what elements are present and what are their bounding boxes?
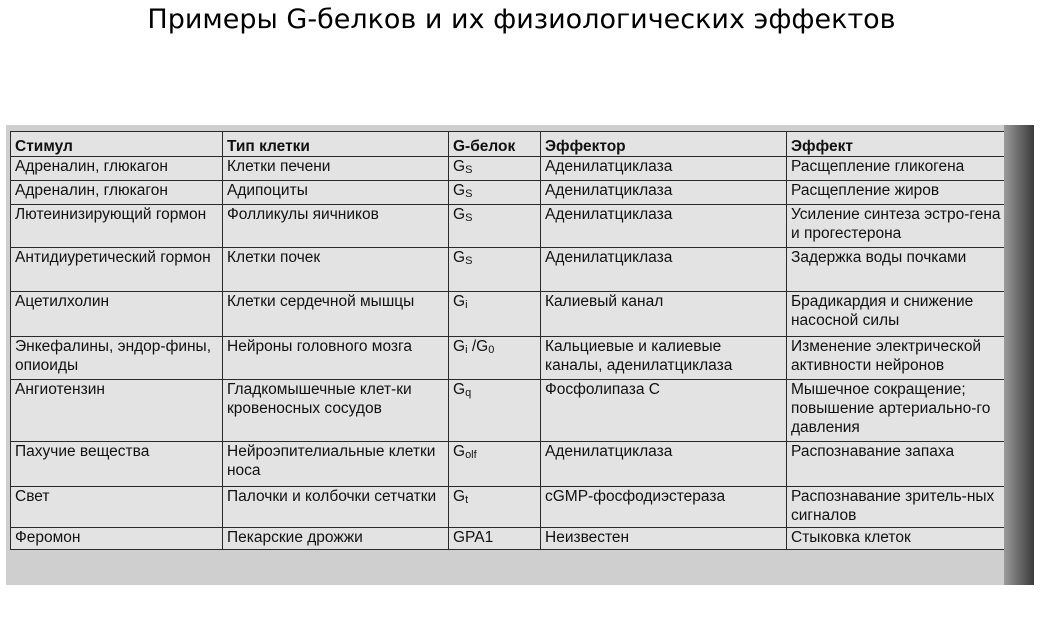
g-protein-letter: G <box>453 293 466 310</box>
table-row <box>11 380 1009 442</box>
cell-effector: Неизвестен <box>541 528 787 550</box>
g-protein-subscript: S <box>465 255 473 267</box>
cell-stimulus: Энкефалины, эндор-фины, опиоиды <box>11 337 223 380</box>
header-g-protein: G-белок <box>449 132 541 157</box>
cell-stimulus: Адреналин, глюкагон <box>11 181 223 205</box>
g-protein-subscript: S <box>465 164 473 176</box>
g-protein-subscript: t <box>465 494 469 506</box>
g-protein-subscript: S <box>465 188 473 200</box>
table-row <box>11 205 1009 248</box>
cell-effect: Распознавание запаха <box>787 442 1009 487</box>
g-protein-letter: G <box>453 443 466 460</box>
cell-g-protein <box>449 205 541 248</box>
g-protein-letter: G <box>453 381 466 398</box>
cell-cell-type: Нейроны головного мозга <box>223 337 449 380</box>
table-row <box>11 442 1009 487</box>
table-row <box>11 528 1009 550</box>
g-protein-letter: G <box>453 206 466 223</box>
cell-g-protein <box>449 248 541 292</box>
cell-cell-type: Палочки и колбочки сетчатки <box>223 487 449 528</box>
cell-g-protein <box>449 528 541 550</box>
cell-effector: Аденилатциклаза <box>541 181 787 205</box>
header-stimulus: Стимул <box>11 132 223 157</box>
g-protein-subscript: olf <box>465 449 477 461</box>
cell-stimulus: Лютеинизирующий гормон <box>11 205 223 248</box>
table-row <box>11 337 1009 380</box>
cell-effect: Мышечное сокращение; повышение артериально-го давления <box>787 380 1009 442</box>
cell-effect: Стыковка клеток <box>787 528 1009 550</box>
cell-cell-type: Нейроэпителиальные клетки носа <box>223 442 449 487</box>
g-protein-alt-subscript: 0 <box>488 344 495 356</box>
cell-effect: Брадикардия и снижение насосной силы <box>787 292 1009 337</box>
cell-stimulus: Пахучие вещества <box>11 442 223 487</box>
cell-effect: Расщепление жиров <box>787 181 1009 205</box>
g-protein-subscript: q <box>465 387 472 399</box>
cell-cell-type: Клетки сердечной мышцы <box>223 292 449 337</box>
g-protein-subscript: S <box>465 212 473 224</box>
cell-g-protein <box>449 487 541 528</box>
cell-effector: Аденилатциклаза <box>541 248 787 292</box>
cell-cell-type: Пекарские дрожжи <box>223 528 449 550</box>
cell-effector: Аденилатциклаза <box>541 157 787 181</box>
table-row <box>11 157 1009 181</box>
cell-stimulus: Ацетилхолин <box>11 292 223 337</box>
table-row <box>11 487 1009 528</box>
header-cell-type: Тип клетки <box>223 132 449 157</box>
cell-stimulus: Адреналин, глюкагон <box>11 157 223 181</box>
g-protein-table <box>10 131 1009 550</box>
g-protein-letter: G <box>453 488 466 505</box>
g-protein-letter: GPA1 <box>453 529 494 546</box>
cell-effector: Аденилатциклаза <box>541 205 787 248</box>
cell-effect: Расщепление гликогена <box>787 157 1009 181</box>
cell-g-protein <box>449 337 541 380</box>
table-row <box>11 292 1009 337</box>
cell-cell-type: Адипоциты <box>223 181 449 205</box>
header-effector: Эффектор <box>541 132 787 157</box>
cell-cell-type: Фолликулы яичников <box>223 205 449 248</box>
cell-effect: Изменение электрической активности нейронов <box>787 337 1009 380</box>
cell-cell-type: Клетки печени <box>223 157 449 181</box>
cell-effect: Усиление синтеза эстро-гена и прогестерона <box>787 205 1009 248</box>
g-protein-letter: G <box>453 338 466 355</box>
cell-cell-type: Клетки почек <box>223 248 449 292</box>
scanned-table-image <box>6 125 1034 585</box>
table-header-row <box>11 132 1009 157</box>
g-protein-letter: G <box>453 249 466 266</box>
g-protein-subscript: i <box>465 299 468 311</box>
g-protein-alt-letter: /G <box>467 338 489 355</box>
table-row <box>11 248 1009 292</box>
slide-title: Примеры G-белков и их физиологических эффектов <box>147 4 896 35</box>
cell-stimulus: Феромон <box>11 528 223 550</box>
cell-effect: Распознавание зритель-ных сигналов <box>787 487 1009 528</box>
cell-g-protein <box>449 157 541 181</box>
g-protein-letter: G <box>453 182 466 199</box>
g-protein-subscript: i <box>465 344 468 356</box>
cell-effector: Аденилатциклаза <box>541 442 787 487</box>
cell-g-protein <box>449 181 541 205</box>
cell-effector: Фосфолипаза С <box>541 380 787 442</box>
cell-stimulus: Свет <box>11 487 223 528</box>
cell-effector: cGMP-фосфодиэстераза <box>541 487 787 528</box>
cell-g-protein <box>449 292 541 337</box>
cell-effector: Калиевый канал <box>541 292 787 337</box>
cell-effector: Кальциевые и калиевые каналы, аденилатциклаза <box>541 337 787 380</box>
cell-cell-type: Гладкомышечные клет-ки кровеносных сосудов <box>223 380 449 442</box>
cell-effect: Задержка воды почками <box>787 248 1009 292</box>
table-row <box>11 181 1009 205</box>
header-effect: Эффект <box>787 132 1009 157</box>
cell-stimulus: Ангиотензин <box>11 380 223 442</box>
cell-g-protein <box>449 442 541 487</box>
cell-stimulus: Антидиуретический гормон <box>11 248 223 292</box>
g-protein-letter: G <box>453 158 466 175</box>
cell-g-protein <box>449 380 541 442</box>
